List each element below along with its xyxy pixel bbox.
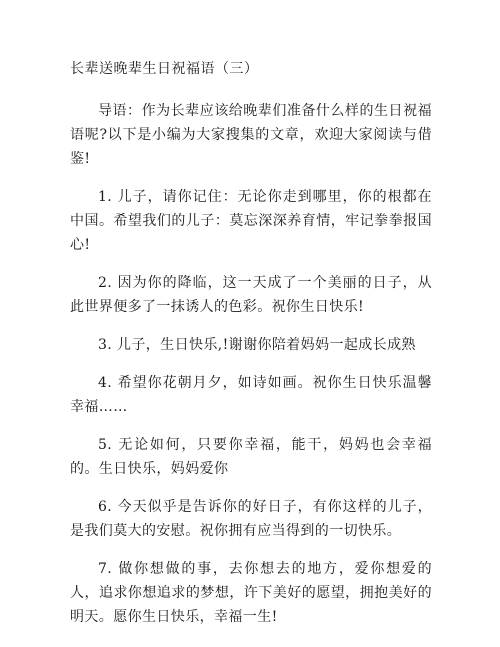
- blessing-paragraph-5: 5. 无论如何，只要你幸福，能干，妈妈也会幸福的。生日快乐，妈妈爱你: [70, 437, 432, 477]
- blessing-paragraph-6: 6. 今天似乎是告诉你的好日子，有你这样的儿子，是我们莫大的安慰。祝你拥有应当得到的一切快乐。: [70, 499, 432, 539]
- blessing-paragraph-7: 7. 做你想做的事，去你想去的地方，爱你想爱的人，追求你想追求的梦想，许下美好的愿望，拥抱美好的明天。愿你生日快乐，幸福一生!: [70, 561, 432, 625]
- blessing-paragraph-2: 2. 因为你的降临，这一天成了一个美丽的日子，从此世界便多了一抹诱人的色彩。祝你生日快乐!: [70, 275, 432, 315]
- document-title: 长辈送晚辈生日祝福语（三）: [70, 61, 259, 77]
- intro-paragraph: 导语：作为长辈应该给晚辈们准备什么样的生日祝福语呢?以下是小编为大家搜集的文章，欢迎大家阅读与借鉴!: [70, 103, 432, 167]
- blessing-paragraph-3: 3. 儿子，生日快乐,!谢谢你陪着妈妈一起成长成熟: [98, 337, 416, 353]
- blessing-paragraph-1: 1. 儿子，请你记住：无论你走到哪里，你的根都在中国。希望我们的儿子：莫忘深深养育情，牢记拳拳报国心!: [70, 189, 432, 253]
- blessing-paragraph-4: 4. 希望你花朝月夕，如诗如画。祝你生日快乐温馨幸福……: [70, 375, 432, 415]
- document-body: [70, 58, 432, 643]
